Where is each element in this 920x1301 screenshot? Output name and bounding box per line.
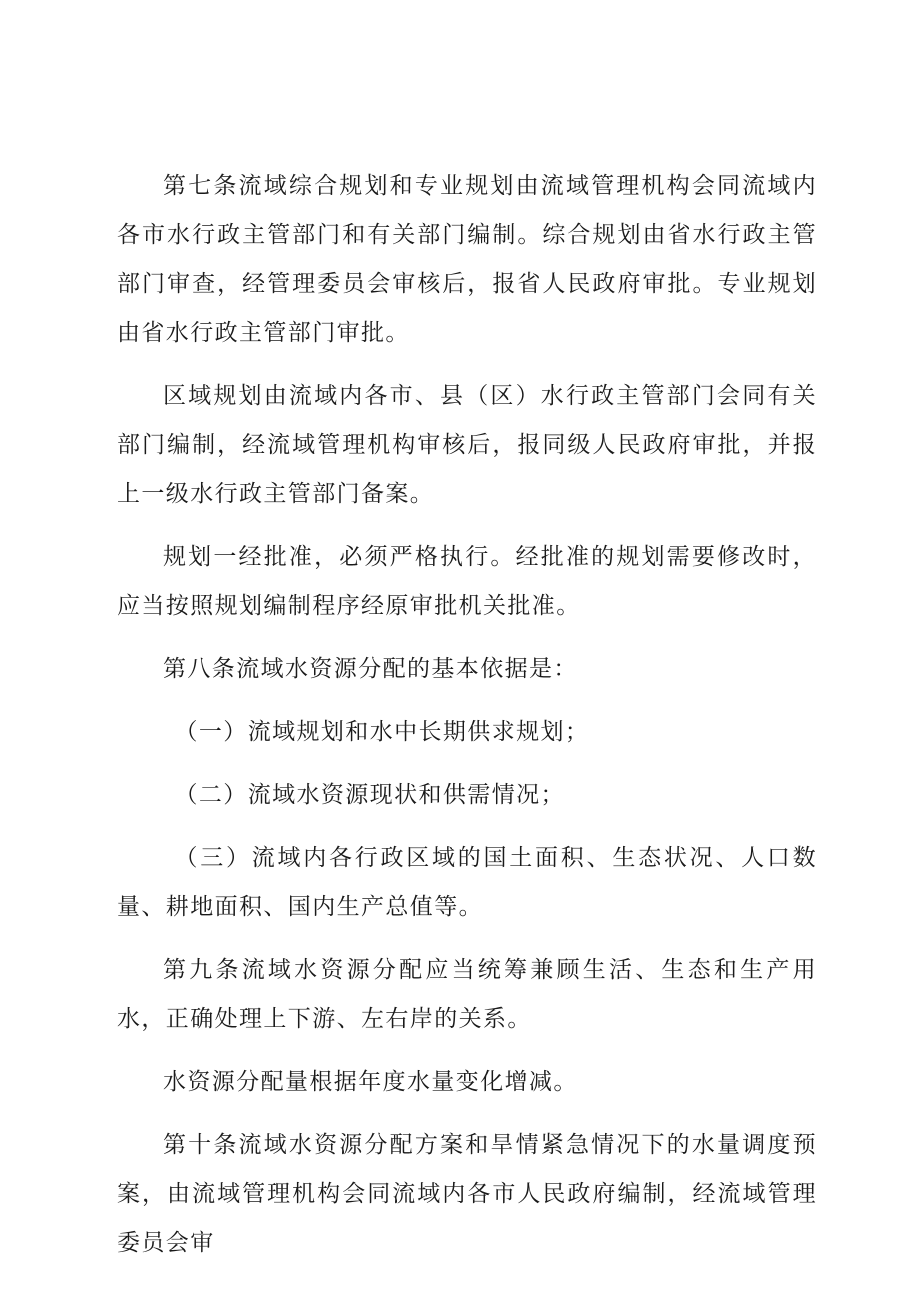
paragraph-article-8: 第八条流域水资源分配的基本依据是： [163, 656, 578, 682]
paragraph-article-10: 第十条流域水资源分配方案和旱情紧急情况下的水量调度预案，由流域管理机构会同流域内各市人民政府编制，经流域管理委员会审 [117, 1132, 817, 1256]
list-item-3: （三）流域内各行政区域的国土面积、生态状况、人口数量、耕地面积、国内生产总值等。 [117, 845, 817, 920]
list-item-2: （二）流域水资源现状和供需情况； [174, 782, 565, 808]
list-item-1: （一）流域规划和水中长期供求规划； [174, 719, 590, 745]
paragraph-regional-planning: 区域规划由流域内各市、县（区）水行政主管部门会同有关部门编制，经流域管理机构审核后，报同级人民政府审批，并报上一级水行政主管部门备案。 [117, 383, 817, 507]
paragraph-article-7: 第七条流域综合规划和专业规划由流域管理机构会同流域内各市水行政主管部门和有关部门编制。综合规划由省水行政主管部门审查，经管理委员会审核后，报省人民政府审批。专业规划由省水行政主管部门审批。 [117, 173, 817, 346]
document-page [117, 162, 817, 1282]
paragraph-plan-approval: 规划一经批准，必须严格执行。经批准的规划需要修改时，应当按照规划编制程序经原审批机关批准。 [117, 544, 817, 619]
paragraph-article-9: 第九条流域水资源分配应当统筹兼顾生活、生态和生产用水，正确处理上下游、左右岸的关系。 [117, 957, 817, 1032]
paragraph-allocation-adjustment: 水资源分配量根据年度水量变化增减。 [163, 1069, 578, 1095]
